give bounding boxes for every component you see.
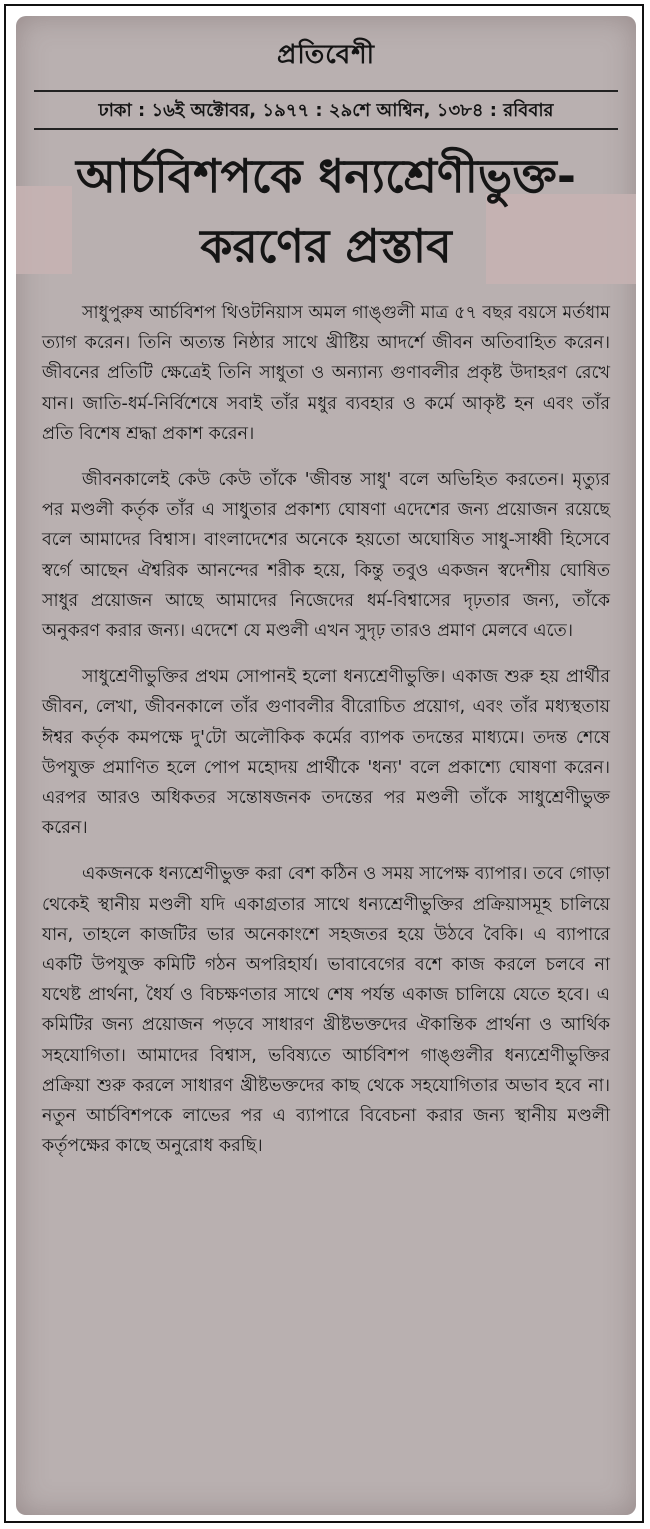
paragraph: জীবনকালেই কেউ কেউ তাঁকে 'জীবন্ত সাধু' বলে অভিহিত করতেন। মৃত্যুর পর মণ্ডলী কর্তৃক তাঁর এ সাধুতার প্রকাশ্য ঘোষণা এদেশের জন্য প্রয়োজন রয়েছে বলে আমাদের বিশ্বাস। বাংলাদেশের অনেকে হয়তো অঘোষিত সাধু-সাধ্বী হিসেবে স্বর্গে আছেন ঐশ্বরিক আনন্দের শরীক হয়ে, কিন্তু তবুও একজন স্বদেশীয় ঘোষিত সাধুর প্রয়োজন আছে আমাদের নিজেদের ধর্ম-বিশ্বাসের দৃঢ়তার জন্য, তাঁকে অনুকরণ করার জন্য। এদেশে যে মণ্ডলী এখন সুদৃঢ় তারও প্রমাণ মেলবে এতে।	[42, 470, 610, 642]
newspaper-clipping	[16, 16, 636, 1515]
paragraph: সাধুশ্রেণীভুক্তির প্রথম সোপানই হলো ধন্যশ্রেণীভুক্তি। একাজ শুরু হয় প্রার্থীর জীবন, লেখা, জীবনকালে তাঁর গুণাবলীর বীরোচিত প্রয়োগ, এবং তাঁর মধ্যস্থতায় ঈশ্বর কর্তৃক কমপক্ষে দু'টো অলৌকিক কর্মের ব্যাপক তদন্তের মাধ্যমে। তদন্ত শেষে উপযুক্ত প্রমাণিত হলে পোপ মহোদয় প্রার্থীকে 'ধন্য' বলে প্রকাশ্যে ঘোষণা করেন। এরপর আরও অধিকতর সন্তোষজনক তদন্তের পর মণ্ডলী তাঁকে সাধুশ্রেণীভুক্ত করেন।	[42, 667, 610, 839]
clipping-frame	[4, 4, 644, 1523]
paragraph: সাধুপুরুষ আর্চবিশপ থিওটনিয়াস অমল গাঙ্গুলী মাত্র ৫৭ বছর বয়সে মর্তধাম ত্যাগ করেন। তিনি অত্যন্ত নিষ্ঠার সাথে খ্রীষ্টিয় আদর্শে জীবন অতিবাহিত করেন। জীবনের প্রতিটি ক্ষেত্রেই তিনি সাধুতা ও অন্যান্য গুণাবলীর প্রকৃষ্ট উদাহরণ রেখে যান। জাতি-ধর্ম-নির্বিশেষে সবাই তাঁর মধুর ব্যবহার ও কর্মে আকৃষ্ট হন এবং তাঁর প্রতি বিশেষ শ্রদ্ধা প্রকাশ করেন।	[42, 303, 610, 444]
divider-top	[34, 90, 618, 92]
divider-bottom	[34, 128, 618, 130]
dateline: ঢাকা : ১৬ই অক্টোবর, ১৯৭৭ : ২৯শে আশ্বিন, ১৩৮৪ : রবিবার	[98, 100, 554, 121]
masthead: প্রতিবেশী	[276, 40, 376, 70]
article-body	[42, 298, 610, 1177]
headline-line-2: করণের প্রস্তাব	[200, 219, 452, 273]
headline-line-1: আর্চবিশপকে ধন্যশ্রেণীভুক্ত-	[76, 149, 576, 203]
paragraph: একজনকে ধন্যশ্রেণীভুক্ত করা বেশ কঠিন ও সময় সাপেক্ষ ব্যাপার। তবে গোড়া থেকেই স্থানীয় মণ্ডলী যদি একাগ্রতার সাথে ধন্যশ্রেণীভুক্তির প্রক্রিয়াসমূহ চালিয়ে যান, তাহলে কাজটির ভার অনেকাংশে সহজতর হয়ে উঠবে বৈকি। এ ব্যাপারে একটি উপযুক্ত কমিটি গঠন অপরিহার্য। ভাবাবেগের বশে কাজ করলে চলবে না যথেষ্ট প্রার্থনা, ধৈর্য ও বিচক্ষণতার সাথে শেষ পর্যন্ত একাজ চালিয়ে যেতে হবে। এ কমিটির জন্য প্রয়োজন পড়বে সাধারণ খ্রীষ্টভক্তদের ঐকান্তিক প্রার্থনা ও আর্থিক সহযোগিতা। আমাদের বিশ্বাস, ভবিষ্যতে আর্চবিশপ গাঙ্গুলীর ধন্যশ্রেণীভুক্তির প্রক্রিয়া শুরু করলে সাধারণ খ্রীষ্টভক্তদের কাছ থেকে সহযোগিতার অভাব হবে না। নতুন আর্চবিশপকে লাভের পর এ ব্যাপারে বিবেচনা করার জন্য স্থানীয় মণ্ডলী কর্তৃপক্ষের কাছে অনুরোধ করছি।	[42, 864, 610, 1157]
